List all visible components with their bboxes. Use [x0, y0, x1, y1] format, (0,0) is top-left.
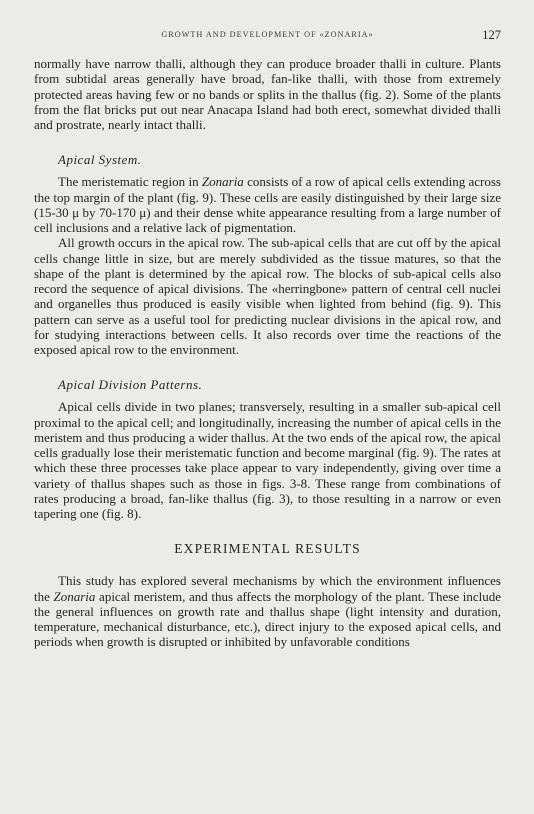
- article-body: [34, 56, 501, 650]
- text-run: The meristematic region in: [58, 174, 202, 190]
- text-run: apical meristem, and thus affects the morphology of the plant. These include the general influences on growth rate and thallus shape (light intensity and duration, temperature, mechanical disturbance, etc.), direct injury to the exposed apical cells, and periods when growth is disrupted or inhibited by unfavorable conditions: [34, 588, 501, 650]
- experimental-results-heading: EXPERIMENTAL RESULTS: [174, 541, 361, 557]
- apical-system-paragraph-2: All growth occurs in the apical row. The sub-apical cells that are cut off by the apical cells change little in size, but are merely subdivided as the tissue matures, so that the shape of the plant is determined by the apical row. The blocks of sub-apical cells also record the sequence of apical divisions. The «herringbone» pattern of central cell nuclei and organelles thus produced is easily visible when lighted from behind (fig. 9). This pattern can serve as a useful tool for predicting nuclear divisions in the apical row, and for studying interactions between cells. It also records over time the reactions of the exposed apical row to the environment.: [34, 235, 501, 357]
- apical-system-heading: Apical System.: [58, 152, 142, 168]
- apical-system-paragraph-1: [34, 174, 501, 235]
- genus-name: Zonaria: [201, 174, 244, 190]
- running-head: [34, 30, 501, 44]
- page-number: 127: [482, 28, 501, 42]
- text-run: consists of a row of apical cells extending across the top margin of the plant (fig. 9). These cells are easily distinguished by their large size (15-30 μ by 70-170 μ) and their dense white appearance resulting from a large number of cell inclusions and a relative lack of pigmentation.: [34, 174, 501, 235]
- apical-division-heading: Apical Division Patterns.: [58, 377, 203, 393]
- text-run: This study has explored several mechanisms by which the environment influences the: [34, 573, 501, 604]
- running-title: GROWTH AND DEVELOPMENT OF «ZONARIA»: [161, 30, 374, 39]
- experimental-results-paragraph: [34, 573, 501, 649]
- genus-name: Zonaria: [53, 588, 96, 604]
- continued-paragraph: normally have narrow thalli, although they can produce broader thalli in culture. Plants from subtidal areas generally have broad, fan-like thalli, with those from extremely protected areas having few or no bands or splits in the thallus (fig. 2). Some of the plants from the flat bricks put out near Anacapa Island had both erect, somewhat divided thalli and prostrate, nearly intact thalli.: [34, 56, 501, 132]
- apical-division-paragraph: Apical cells divide in two planes; transversely, resulting in a smaller sub-apical cell proximal to the apical cell; and longitudinally, increasing the number of apical cells in the meristem and thus producing a wider thallus. At the two ends of the apical row, the apical cells gradually lose their meristematic function and become marginal (fig. 9). The rates at which these three processes take place appear to vary independently, giving over time a variety of thallus shapes such as those in figs. 3-8. These range from combinations of rates producing a broad, fan-like thallus (fig. 3), to those resulting in a narrow or even tapering one (fig. 8).: [34, 399, 501, 521]
